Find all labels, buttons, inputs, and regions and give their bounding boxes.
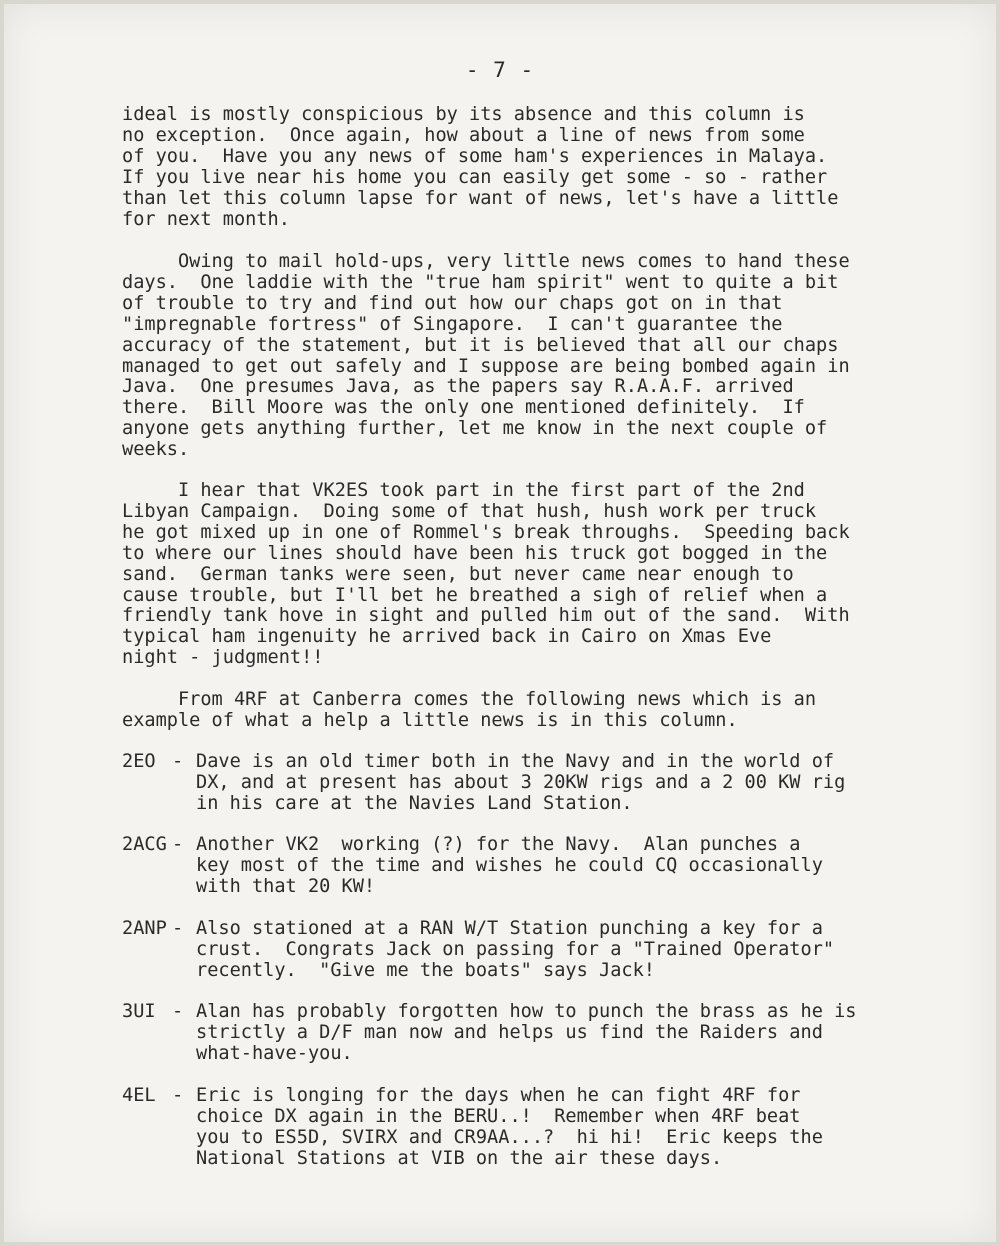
callsign: 2ACG bbox=[122, 834, 167, 855]
callsign: 3UI bbox=[122, 1001, 156, 1022]
callsign: 2ANP bbox=[122, 918, 167, 939]
dash: - bbox=[172, 834, 184, 855]
callsign: 4EL bbox=[122, 1085, 156, 1106]
entry-text: Alan has probably forgotten how to punch the brass as he is strictly a D/F man now and helps us find the Raiders and what-have-you. bbox=[196, 1001, 857, 1064]
paragraph-3: I hear that VK2ES took part in the first part of the 2nd Libyan Campaign. Doing some of that hush, hush work per truck he got mixed up in one of Rommel's break throughs. Speeding back to where our lines should have been his truck got bogged in the sand. German tanks were seen, but never came near enough to cause trouble, but I'll bet he breathed a sigh of relief when a friendly tank hove in sight and pulled him out of the sand. With typical ham ingenuity he arrived back in Cairo on Xmas Eve night - judgment!! bbox=[122, 480, 850, 669]
paragraph-2: Owing to mail hold-ups, very little news comes to hand these days. One laddie with the "true ham spirit" went to quite a bit of trouble to try and find out how our chaps got on in that "impregnable fortress" of Singapore. I can't guarantee the accuracy of the statement, but it is believed that all our chaps managed to get out safely and I suppose are being bombed again in Java. One presumes Java, as the papers say R.A.A.F. arrived there. Bill Moore was the only one mentioned definitely. If anyone gets anything further, let me know in the next couple of weeks. bbox=[122, 251, 850, 461]
entry-text: Another VK2 working (?) for the Navy. Alan punches a key most of the time and wishes he could CQ occasionally with that 20 KW! bbox=[196, 834, 823, 897]
dash: - bbox=[172, 751, 184, 772]
entry-text: Eric is longing for the days when he can fight 4RF for choice DX again in the BERU..! Remember when 4RF beat you to ES5D, SVIRX and CR9AA...? hi hi! Eric keeps the National Stations at VIB on the air these days. bbox=[196, 1085, 823, 1169]
dash: - bbox=[172, 1085, 184, 1106]
callsign: 2EO bbox=[122, 751, 156, 772]
dash: - bbox=[172, 1001, 184, 1022]
page-number: - 7 - bbox=[465, 58, 535, 82]
entry-text: Also stationed at a RAN W/T Station punching a key for a crust. Congrats Jack on passing for a "Trained Operator" recently. "Give me the boats" says Jack! bbox=[196, 918, 835, 981]
dash: - bbox=[172, 918, 184, 939]
entry-text: Dave is an old timer both in the Navy and in the world of DX, and at present has about 3 20KW rigs and a 2 00 KW rig in his care at the Navies Land Station. bbox=[196, 751, 846, 814]
paragraph-1: ideal is mostly conspicious by its absence and this column is no exception. Once again, how about a line of news from some of you. Have you any news of some ham's experiences in Malaya. If you live near his home you can easily get some - so - rather than let this column lapse for want of news, let's have a little for next month. bbox=[122, 104, 839, 230]
paragraph-4: From 4RF at Canberra comes the following news which is an example of what a help a little news is in this column. bbox=[122, 689, 817, 731]
